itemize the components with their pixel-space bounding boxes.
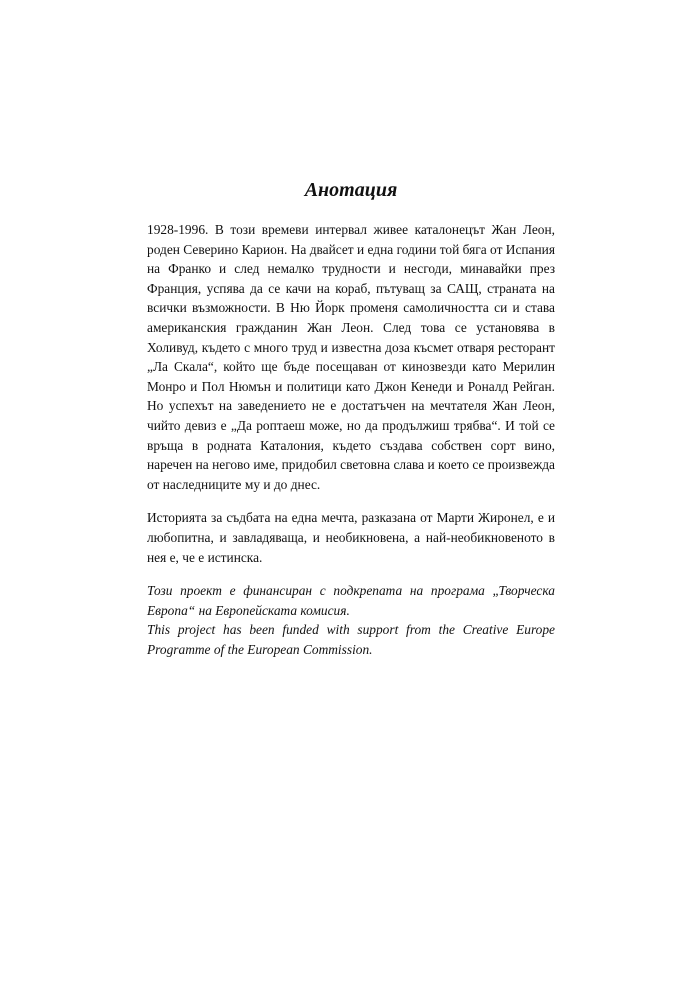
funding-notice [147, 581, 555, 659]
funding-notice-english: This project has been funded with support from the Creative Europe Programme of the European Commission. [147, 622, 555, 657]
annotation-paragraph-2: Историята за съдбата на една мечта, разказана от Марти Жиронел, е и любопитна, и завладяваща, и необикновена, а най-необикновеното в нея е, че е истинска. [147, 510, 555, 565]
annotation-section [147, 178, 555, 659]
annotation-paragraph-1: 1928-1996. В този времеви интервал живее каталонецът Жан Леон, роден Северино Карион. На двайсет и една години той бяга от Испания на Франко и след немалко трудности и несгоди, минавайки през Франция, успява да се качи на кораб, пътуващ за САЩ, страната на всички възможности. В Ню Йорк променя самоличността си и става американския гражданин Жан Леон. След това се установява в Холивуд, където с много труд и известна доза късмет отваря ресторант „Ла Скала“, който ще бъде посещаван от кинозвезди като Мерилин Монро и Пол Нюмън и политици като Джон Кенеди и Роналд Рейган. Но успехът на заведението не е достатъчен на мечтателя Жан Леон, чийто девиз е „Да роптаеш може, но да продължиш трябва“. И той се връща в родната Каталония, където създава собствен сорт вино, наречен на негово име, придобил световна слава и което се произвежда от наследниците му и до днес. [147, 222, 555, 492]
funding-notice-bulgarian: Този проект е финансиран с подкрепата на програма „Творческа Европа“ на Европейската комисия. [147, 583, 555, 618]
page-title: Анотация [304, 179, 398, 201]
